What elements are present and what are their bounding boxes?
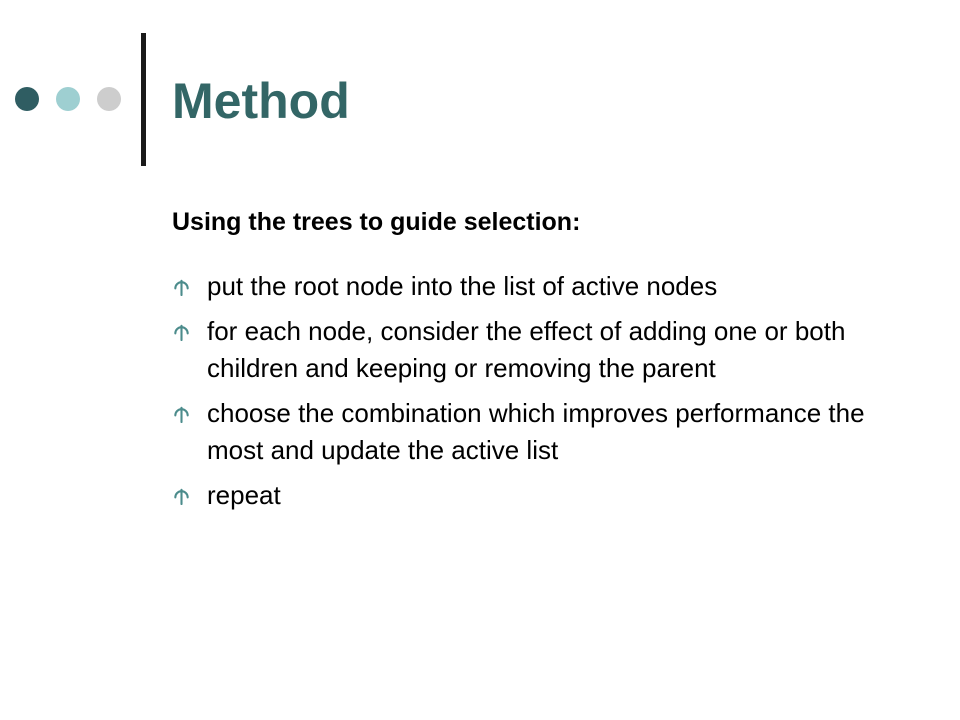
bullet-text: put the root node into the list of active nodes — [207, 271, 718, 301]
sprout-bullet-icon — [172, 322, 191, 341]
slide-title: Method — [172, 73, 350, 129]
bullet-item — [172, 313, 872, 387]
light-dot-icon — [56, 87, 80, 111]
grey-dot-icon — [97, 87, 121, 111]
bullet-item — [172, 395, 872, 469]
slide-subtitle: Using the trees to guide selection: — [172, 208, 581, 236]
bullet-text: repeat — [207, 480, 281, 510]
bullet-text: choose the combination which improves performance the most and update the active list — [207, 398, 865, 465]
sprout-bullet-icon — [172, 486, 191, 505]
bullet-text: for each node, consider the effect of adding one or both children and keeping or removing the parent — [207, 316, 846, 383]
sprout-bullet-icon — [172, 277, 191, 296]
sprout-bullet-icon — [172, 404, 191, 423]
dark-dot-icon — [15, 87, 39, 111]
bullet-item — [172, 268, 872, 305]
bullet-item — [172, 477, 872, 514]
bullet-list — [172, 268, 872, 522]
title-divider — [141, 33, 146, 166]
